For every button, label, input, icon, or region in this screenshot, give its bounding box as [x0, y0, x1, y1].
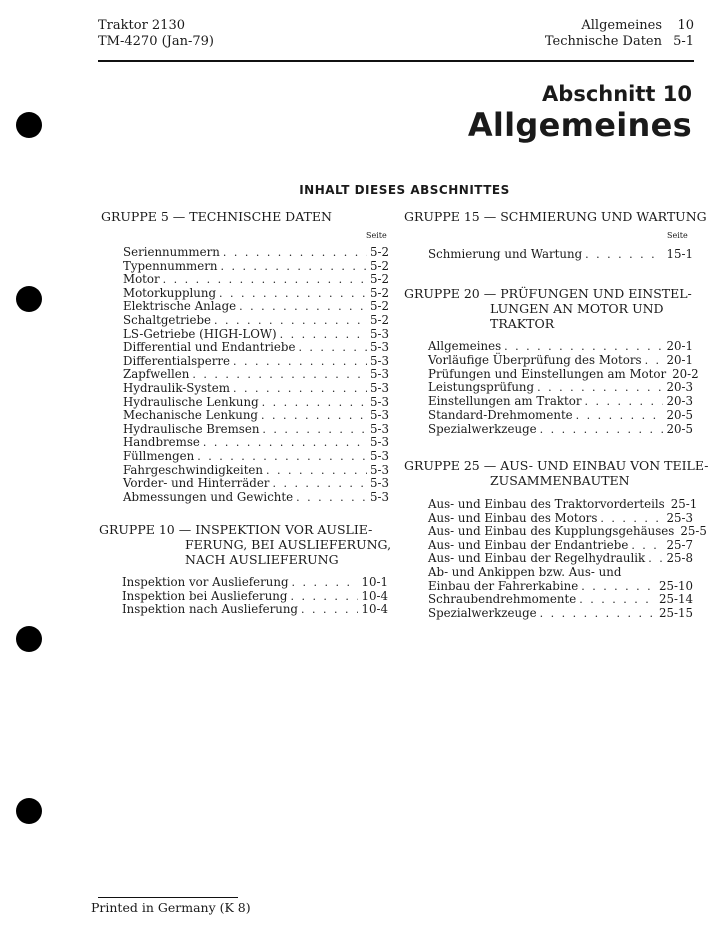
toc-entry-title: Spezialwerkzeuge — [428, 421, 537, 436]
toc-entry-page: 25-10 — [658, 578, 693, 593]
toc-entry-title: Seriennummern — [123, 245, 220, 259]
binder-hole-3 — [16, 626, 42, 652]
toc-entry-page: 20-1 — [666, 339, 693, 353]
toc-entry — [123, 273, 389, 287]
toc-entry-title: Mechanische Lenkung — [123, 408, 258, 423]
toc-dot-leader — [163, 274, 367, 287]
toc-entry-page: 5-2 — [370, 272, 389, 287]
binder-hole-1 — [16, 112, 42, 138]
toc-dot-leader — [197, 451, 367, 464]
toc-entry — [123, 300, 389, 314]
toc-dot-leader — [262, 424, 367, 437]
header-manual-number: TM-4270 (Jan-79) — [98, 34, 215, 49]
toc-entry-title: Aus- und Einbau des Kupplungsgehäuses — [428, 524, 675, 539]
toc-entry-page: 5-3 — [370, 435, 389, 450]
toc-entry-page: 10-4 — [361, 602, 388, 616]
toc-entry — [123, 355, 389, 369]
toc-entry-page: 25-3 — [666, 510, 693, 525]
toc-entry-title: Motor — [123, 272, 160, 287]
toc-entry-page: 5-3 — [370, 462, 389, 477]
toc-entry-title: Vorder- und Hinterräder — [123, 476, 270, 491]
toc-entry-title: Prüfungen und Einstellungen am Motor — [428, 366, 667, 381]
toc-entry — [123, 260, 389, 274]
group5-entries — [123, 246, 389, 504]
toc-entry-title: Handbremse — [123, 435, 200, 450]
toc-entry-title: Hydraulische Lenkung — [123, 394, 259, 409]
toc-entry — [428, 607, 693, 621]
toc-entry-title: Leistungsprüfung — [428, 380, 535, 395]
toc-entry-page: 10-4 — [361, 588, 388, 603]
toc-dot-leader — [585, 395, 664, 409]
toc-entry-page: 20-3 — [666, 394, 693, 409]
group20-entries — [428, 339, 699, 437]
toc-entry — [123, 423, 389, 437]
toc-entry-title: Schraubendrehmomente — [428, 592, 577, 607]
toc-dot-leader — [203, 437, 367, 450]
toc-dot-leader — [600, 512, 663, 526]
toc-entry — [123, 314, 389, 328]
toc-entry-title: Aus- und Einbau des Motors — [428, 510, 598, 525]
toc-entry-title: Spezialwerkzeuge — [428, 605, 537, 620]
toc-entry — [428, 423, 693, 437]
toc-entry-page: 25-1 — [670, 497, 698, 511]
toc-dot-leader — [262, 397, 367, 410]
toc-entry-page: 5-3 — [370, 394, 389, 409]
toc-dot-leader — [585, 249, 663, 262]
toc-entry — [122, 590, 388, 604]
toc-entry-page: 20-3 — [666, 380, 693, 395]
toc-entry-title: Aus- und Einbau der Endantriebe — [428, 537, 629, 552]
group25-entries — [428, 497, 707, 620]
toc-entry-title: Hydraulische Bremsen — [123, 421, 260, 436]
section-label: Abschnitt 10 — [542, 82, 692, 106]
group20-title — [404, 286, 692, 331]
toc-entry — [428, 340, 693, 354]
toc-entry — [428, 354, 693, 368]
toc-entry — [123, 464, 389, 478]
toc-dot-leader — [223, 247, 367, 260]
group10-title-line1: GRUPPE 10 — INSPEKTION VOR AUSLIE- — [99, 522, 373, 537]
toc-dot-leader — [537, 381, 663, 395]
toc-entry-title: Füllmengen — [123, 448, 195, 463]
toc-entry — [428, 539, 693, 553]
group5-page-label: Seite — [366, 231, 387, 240]
group25-title-line2: ZUSAMMENBAUTEN — [490, 473, 630, 488]
toc-entry-title: Einstellungen am Traktor — [428, 394, 582, 409]
toc-dot-leader — [292, 576, 359, 590]
toc-entry — [123, 477, 389, 491]
toc-entry-page: 5-3 — [370, 326, 389, 341]
group20-title-line2: LUNGEN AN MOTOR UND — [490, 301, 664, 316]
section-title: Allgemeines — [467, 106, 692, 144]
toc-dot-leader — [233, 356, 367, 369]
toc-entry-page: 25-5 — [680, 524, 707, 539]
toc-entry — [428, 497, 698, 512]
toc-entry-title: Differentialsperre — [123, 353, 230, 368]
toc-entry-page: 5-2 — [370, 312, 389, 327]
toc-dot-leader — [233, 383, 367, 396]
contents-heading: INHALT DIESES ABSCHNITTES — [299, 183, 510, 197]
toc-entry — [428, 248, 693, 262]
toc-entry — [123, 450, 389, 464]
toc-entry-title: Inspektion bei Auslieferung — [122, 588, 288, 603]
toc-dot-leader — [301, 603, 359, 617]
toc-entry-page: 20-2 — [672, 366, 699, 381]
toc-entry-page: 5-3 — [370, 340, 389, 355]
toc-entry-title: Differential und Endantriebe — [123, 340, 296, 355]
toc-entry-page: 5-3 — [370, 380, 389, 395]
toc-dot-leader — [220, 261, 367, 274]
toc-dot-leader — [214, 315, 367, 328]
toc-entry-title: Hydraulik-System — [123, 380, 230, 395]
toc-entry — [428, 552, 693, 566]
toc-entry-title: Standard-Drehmomente — [428, 407, 573, 422]
toc-entry-page: 5-3 — [370, 353, 389, 368]
toc-entry-title: Inspektion vor Auslieferung — [122, 575, 289, 589]
header-right — [545, 18, 694, 50]
toc-entry-page: 5-3 — [370, 489, 389, 504]
toc-dot-leader — [219, 288, 367, 301]
toc-entry-title: Allgemeines — [428, 339, 502, 353]
toc-dot-leader — [579, 593, 656, 607]
toc-entry-title: Aus- und Einbau des Traktorvorderteils — [428, 497, 665, 511]
toc-dot-leader — [261, 410, 367, 423]
toc-dot-leader — [266, 465, 367, 478]
group20-title-line1: GRUPPE 20 — PRÜFUNGEN UND EINSTEL- — [404, 286, 692, 301]
toc-entry — [123, 396, 389, 410]
header-group-num: 5-1 — [673, 34, 694, 49]
toc-entry — [428, 566, 693, 580]
group10-title — [99, 522, 391, 567]
toc-dot-leader — [540, 423, 664, 437]
header-section-num: 10 — [677, 18, 694, 33]
toc-entry-page: 5-3 — [370, 448, 389, 463]
toc-entry-title: Ab- und Ankippen bzw. Aus- und — [428, 564, 622, 579]
toc-entry — [123, 246, 389, 260]
footer-text: Printed in Germany (K 8) — [91, 900, 251, 915]
header-left — [98, 18, 214, 50]
toc-entry-title: Inspektion nach Auslieferung — [122, 602, 298, 616]
toc-entry — [428, 381, 693, 395]
toc-entry — [428, 366, 699, 382]
toc-entry-page: 25-14 — [658, 592, 693, 607]
toc-entry-page: 5-2 — [370, 258, 389, 273]
toc-dot-leader — [290, 590, 358, 604]
toc-entry — [122, 576, 388, 590]
toc-entry-title: Abmessungen und Gewichte — [123, 489, 294, 504]
group15-page-label: Seite — [667, 231, 688, 240]
toc-entry-title: Elektrische Anlage — [123, 299, 237, 314]
group10-title-line3: NACH AUSLIEFERUNG — [185, 552, 339, 567]
toc-entry — [123, 491, 389, 505]
toc-entry — [123, 382, 389, 396]
toc-entry-page: 5-3 — [370, 408, 389, 423]
toc-entry-page: 5-3 — [370, 367, 389, 382]
toc-entry-title: Einbau der Fahrerkabine — [428, 578, 579, 593]
toc-entry — [123, 368, 389, 382]
toc-entry-page: 25-15 — [658, 605, 693, 620]
toc-entry-title: Zapfwellen — [123, 367, 190, 382]
header-rule — [98, 60, 694, 62]
toc-entry-page: 20-1 — [666, 352, 693, 367]
toc-entry — [428, 580, 693, 594]
toc-dot-leader — [298, 342, 367, 355]
toc-entry-page: 20-5 — [666, 421, 693, 436]
toc-entry-page: 5-2 — [370, 285, 389, 300]
toc-entry-page: 15-1 — [666, 247, 693, 261]
toc-entry-page: 25-7 — [666, 537, 693, 552]
binder-hole-4 — [16, 798, 42, 824]
toc-dot-leader — [540, 607, 656, 621]
group15-entries — [428, 248, 693, 262]
toc-entry-title: Schaltgetriebe — [123, 312, 212, 327]
toc-entry — [428, 512, 693, 526]
toc-entry-title: Aus- und Einbau der Regelhydraulik — [428, 551, 646, 566]
toc-entry — [123, 436, 389, 450]
header-group-label: Technische Daten — [544, 34, 662, 49]
group5-title: GRUPPE 5 — TECHNISCHE DATEN — [101, 209, 332, 224]
toc-dot-leader — [296, 492, 367, 505]
toc-entry-page: 25-8 — [666, 551, 693, 566]
toc-entry-title: Typennummern — [123, 258, 218, 273]
toc-entry-title: Motorkupplung — [123, 285, 217, 300]
toc-entry-page: 5-2 — [370, 245, 389, 259]
binder-hole-2 — [16, 286, 42, 312]
toc-dot-leader — [272, 478, 367, 491]
toc-entry — [428, 593, 693, 607]
group10-entries — [122, 576, 388, 617]
group10-title-line2: FERUNG, BEI AUSLIEFERUNG, — [185, 537, 392, 552]
toc-entry-page: 5-2 — [370, 299, 389, 314]
toc-entry — [428, 524, 707, 539]
toc-dot-leader — [504, 340, 663, 354]
toc-entry — [428, 409, 693, 423]
toc-entry — [123, 341, 389, 355]
toc-dot-leader — [631, 539, 663, 553]
toc-entry — [123, 409, 389, 423]
toc-entry — [123, 287, 389, 301]
toc-entry-page: 5-3 — [370, 476, 389, 491]
group15-title: GRUPPE 15 — SCHMIERUNG UND WARTUNG — [404, 209, 707, 224]
toc-entry-title: LS-Getriebe (HIGH-LOW) — [123, 326, 277, 341]
group25-title — [404, 458, 708, 488]
toc-entry-page: 5-3 — [370, 421, 389, 436]
toc-entry-title: Vorläufige Überprüfung des Motors — [428, 352, 642, 367]
toc-dot-leader — [239, 301, 367, 314]
group20-title-line3: TRAKTOR — [490, 316, 555, 331]
toc-entry — [123, 328, 389, 342]
toc-entry-title: Schmierung und Wartung — [428, 247, 583, 261]
footer-rule — [98, 897, 238, 898]
toc-dot-leader — [648, 552, 663, 566]
toc-entry-title: Fahrgeschwindigkeiten — [123, 462, 264, 477]
header-model: Traktor 2130 — [98, 18, 185, 33]
toc-entry — [428, 395, 693, 409]
toc-dot-leader — [645, 354, 664, 368]
toc-entry-page: 10-1 — [361, 575, 388, 589]
group25-title-line1: GRUPPE 25 — AUS- UND EINBAU VON TEILE- — [404, 458, 709, 473]
toc-entry — [122, 603, 388, 617]
toc-dot-leader — [581, 580, 656, 594]
header-section-label: Allgemeines — [581, 18, 662, 33]
toc-entry-page: 20-5 — [666, 407, 693, 422]
toc-dot-leader — [576, 409, 664, 423]
